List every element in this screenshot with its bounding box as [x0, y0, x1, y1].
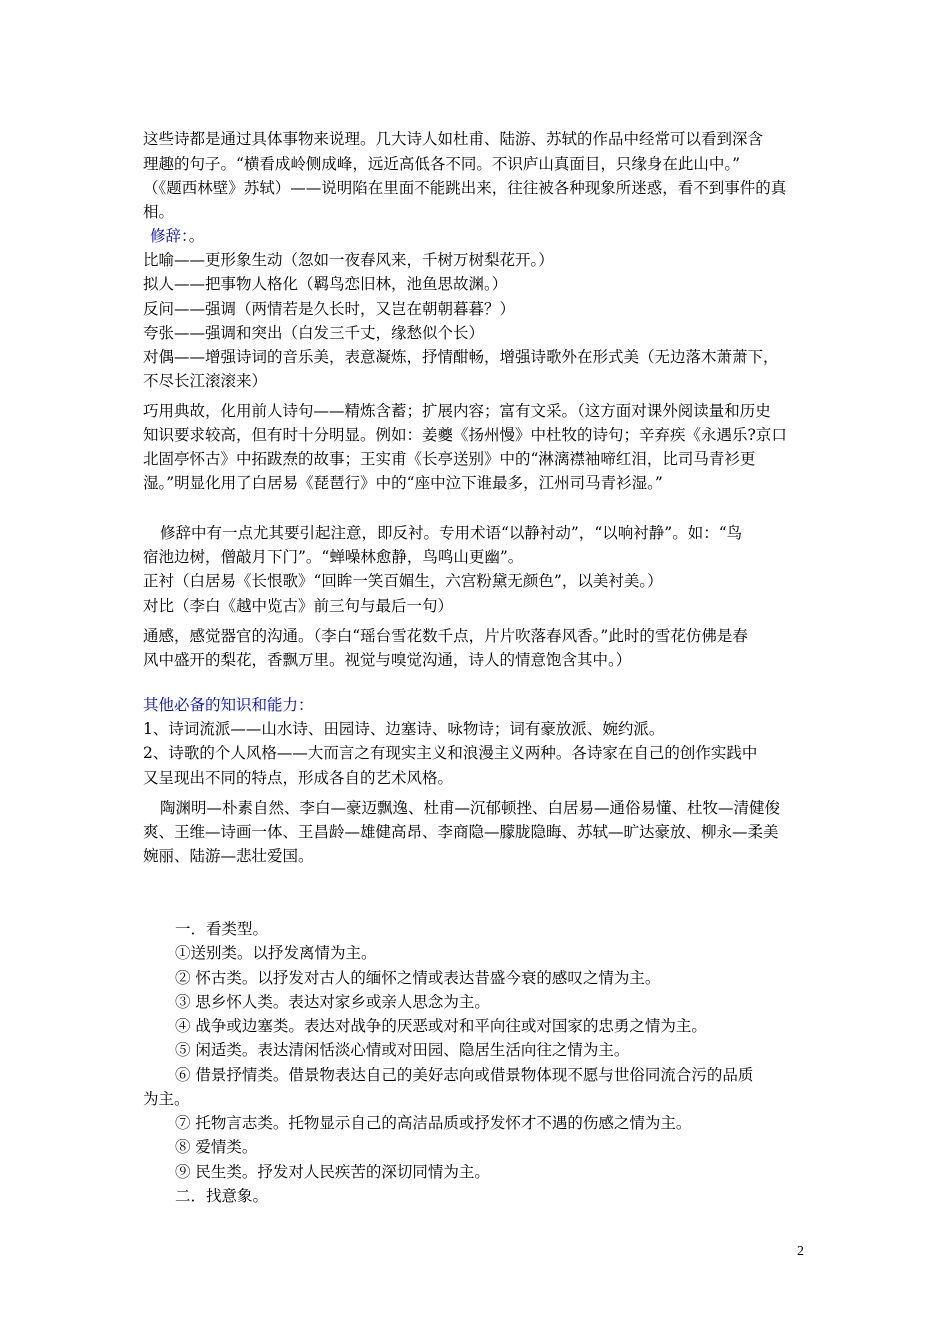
list-item: ①送别类。以抒发离情为主。	[175, 944, 377, 962]
text-line: 通感，感觉器官的沟通。（李白“瑶台雪花数千点，片片吹落春风香。”此时的雪花仿佛是春	[143, 627, 748, 645]
rhetoric-heading-label: 修辞：	[150, 227, 189, 245]
text-line: 理趣的句子。“横看成岭侧成峰，远近高低各不同。不识庐山真面目，只缘身在此山中。”	[143, 155, 741, 173]
text-line: 对偶——增强诗词的音乐美，表意凝炼，抒情酣畅，增强诗歌外在形式美（无边落木萧萧下，	[143, 348, 779, 366]
rhetoric-heading-tail: 。	[188, 227, 205, 245]
text-line: 陶渊明—朴素自然、李白—豪迈飘逸、杜甫—沉郁顿挫、白居易—通俗易懂、杜牧—清健俊	[160, 799, 781, 817]
text-line: （《题西林壁》苏轼）——说明陷在里面不能跳出来，往往被各种现象所迷惑，看不到事件的真	[143, 179, 787, 197]
text-line: 二．找意象。	[175, 1187, 269, 1205]
text-line: 2、诗歌的个人风格——大而言之有现实主义和浪漫主义两种。各诗家在自己的创作实践中	[143, 744, 758, 762]
list-item: ② 怀古类。以抒发对古人的缅怀之情或表达昔盛今衰的感叹之情为主。	[175, 969, 661, 987]
other-knowledge-heading: 其他必备的知识和能力：	[143, 696, 314, 714]
text-line: 一．看类型。	[175, 920, 269, 938]
text-line: 北固亭怀古》中拓跋焘的故事；王实甫《长亭送别》中的“淋漓襟袖啼红泪，比司马青衫更	[143, 450, 756, 468]
text-line: 巧用典故，化用前人诗句——精炼含蓄；扩展内容；富有文采。（这方面对课外阅读量和历史	[143, 402, 771, 420]
text-line: 夸张——强调和突出（白发三千丈，缘愁似个长）	[143, 324, 485, 342]
text-line: 相。	[143, 203, 175, 221]
text-line: 比喻——更形象生动（忽如一夜春风来，千树万树梨花开。）	[143, 251, 554, 269]
text-line: 对比（李白《越中览古》前三句与最后一句）	[143, 597, 454, 615]
text-line: 1、诗词流派——山水诗、田园诗、边塞诗、咏物诗；词有豪放派、婉约派。	[143, 720, 665, 738]
text-line: 不尽长江滚滚来）	[143, 372, 268, 390]
list-item: ⑧ 爱情类。	[175, 1138, 258, 1156]
list-item: ⑦ 托物言志类。托物显示自己的高洁品质或抒发怀才不遇的伤感之情为主。	[175, 1114, 692, 1132]
text-line: 爽、王维—诗画一体、王昌龄—雄健高昂、李商隐—朦胧隐晦、苏轼—旷达豪放、柳永—柔美	[143, 823, 779, 841]
rhetoric-heading	[150, 225, 820, 247]
list-item: ⑤ 闲适类。表达清闲恬淡心情或对田园、隐居生活向往之情为主。	[175, 1041, 630, 1059]
text-line: 宿池边树，僧敲月下门”。“蝉噪林愈静，鸟鸣山更幽”。	[143, 548, 524, 566]
text-line: 反问——强调（两情若是久长时，又岂在朝朝暮暮？）	[143, 300, 516, 318]
text-line: 又呈现出不同的特点，形成各自的艺术风格。	[143, 769, 454, 787]
text-line: 拟人——把事物人格化（羁鸟恋旧林，池鱼思故渊。）	[143, 275, 508, 293]
text-line: 修辞中有一点尤其要引起注意，即反衬。专用术语“以静衬动”，“以响衬静”。如：“鸟	[160, 524, 743, 542]
list-item: ⑥ 借景抒情类。借景物表达自己的美好志向或借景物体现不愿与世俗同流合污的品质	[175, 1066, 754, 1084]
list-item: ④ 战争或边塞类。表达对战争的厌恶或对和平向往或对国家的忠勇之情为主。	[175, 1017, 707, 1035]
text-line: 风中盛开的梨花，香飘万里。视觉与嗅觉沟通，诗人的情意饱含其中。）	[143, 651, 632, 669]
text-line: 湿。”明显化用了白居易《琵琶行》中的“座中泣下谁最多，江州司马青衫湿。”	[143, 474, 663, 492]
list-item: ⑨ 民生类。抒发对人民疾苦的深切同情为主。	[175, 1163, 490, 1181]
text-line: 正衬（白居易《长恨歌》“回眸一笑百媚生，六宫粉黛无颜色”，以美衬美。）	[143, 572, 663, 590]
list-item: ③ 思乡怀人类。表达对家乡或亲人思念为主。	[175, 993, 490, 1011]
text-line: 知识要求较高，但有时十分明显。例如：姜夔《扬州慢》中杜牧的诗句；辛弃疾《永遇乐?京口	[143, 426, 787, 444]
page-number: 2	[797, 1244, 804, 1259]
text-line: 这些诗都是通过具体事物来说理。几大诗人如杜甫、陆游、苏轼的作品中经常可以看到深含	[143, 130, 764, 148]
list-item-continuation: 为主。	[143, 1090, 190, 1108]
text-line: 婉丽、陆游—悲壮爱国。	[143, 847, 314, 865]
